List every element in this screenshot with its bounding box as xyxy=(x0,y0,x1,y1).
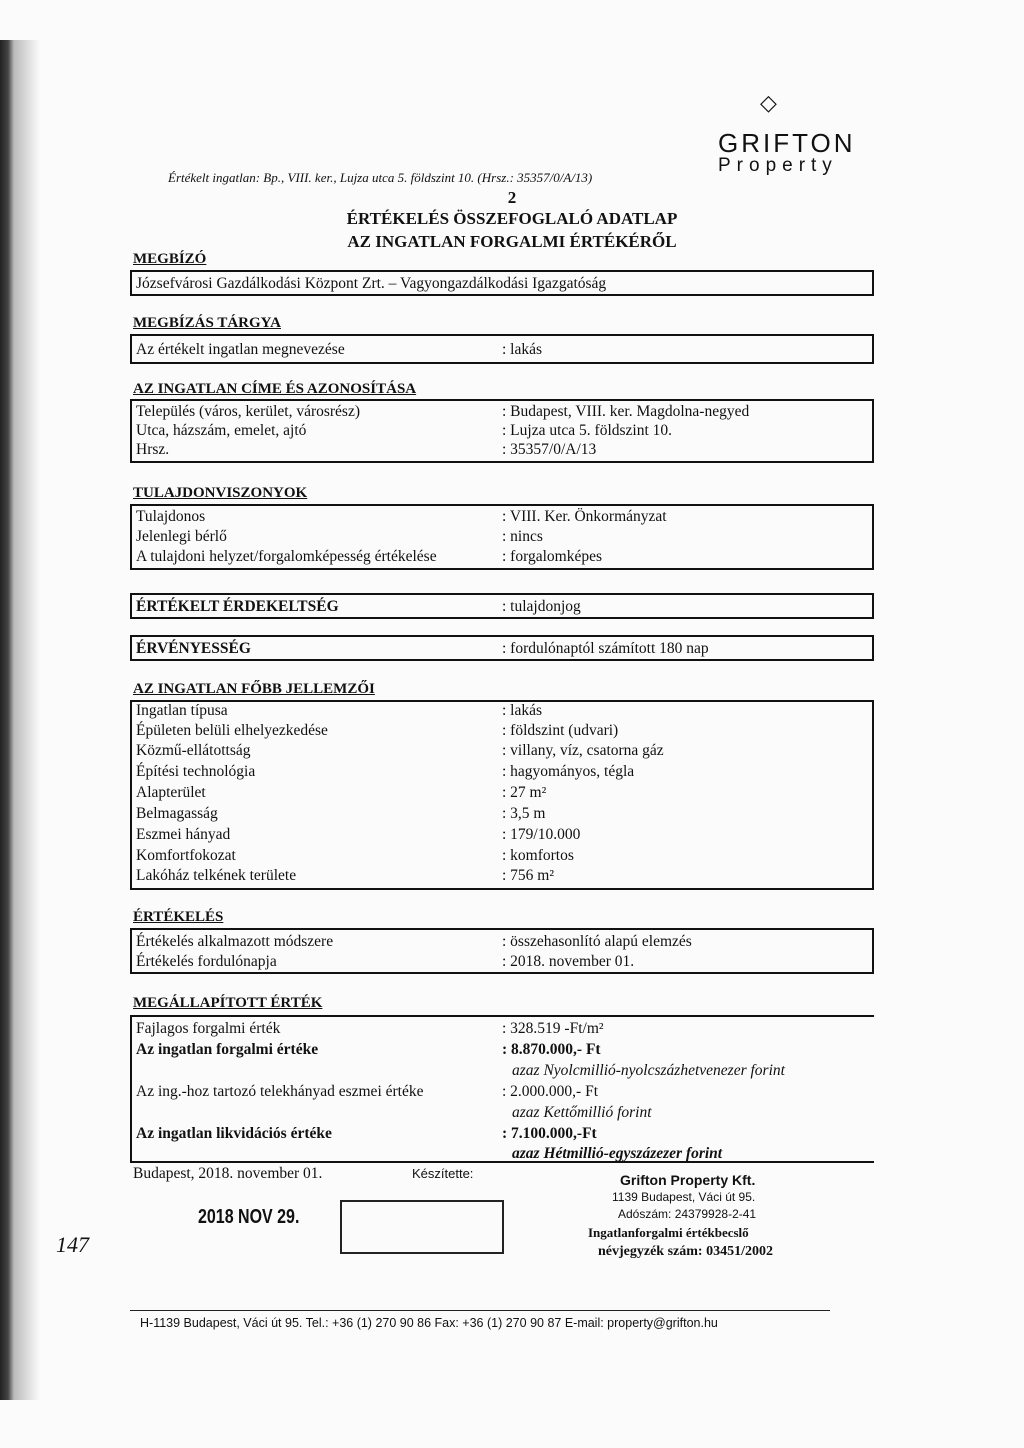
date-stamp: 2018 NOV 29. xyxy=(198,1206,300,1228)
logo-brand: GRIFTON xyxy=(718,128,856,158)
feature-label: Épületen belüli elhelyezkedése xyxy=(136,722,328,739)
interest-box xyxy=(130,593,874,619)
signature-tax: Adószám: 24379928-2-41 xyxy=(618,1207,757,1221)
feature-label: Ingatlan típusa xyxy=(136,702,228,719)
interest-label: ÉRTÉKELT ÉRDEKELTSÉG xyxy=(136,598,339,615)
feature-value: : 27 m² xyxy=(502,784,547,801)
address-label-lot: Hrsz. xyxy=(136,441,170,458)
address-value-city: : Budapest, VIII. ker. Magdolna-negyed xyxy=(502,403,750,420)
subject-label: Az értékelt ingatlan megnevezése xyxy=(136,341,345,358)
tenant-label: Jelenlegi bérlő xyxy=(136,528,227,545)
section-heading-client: MEGBÍZÓ xyxy=(133,251,207,267)
tenant-value: : nincs xyxy=(502,528,543,545)
validity-label: ÉRVÉNYESSÉG xyxy=(136,640,251,657)
unit-value-label: Fajlagos forgalmi érték xyxy=(136,1020,281,1037)
footer-contact: H-1139 Budapest, Váci út 95. Tel.: +36 (1) 270 90 86 Fax: +36 (1) 270 90 87 E-mail: property@grifton.hu xyxy=(140,1316,718,1330)
method-label: Értékelés alkalmazott módszere xyxy=(136,933,334,950)
address-value-street: : Lujza utca 5. földszint 10. xyxy=(502,422,673,439)
section-heading-features: AZ INGATLAN FŐBB JELLEMZŐI xyxy=(133,681,375,697)
subject-box xyxy=(130,334,874,364)
office-stamp xyxy=(340,1200,504,1254)
feature-value: : 179/10.000 xyxy=(502,826,581,843)
method-value: : összehasonlító alapú elemzés xyxy=(502,933,692,950)
marketability-label: A tulajdoni helyzet/forgalomképesség értékelése xyxy=(136,548,437,565)
date-label: Értékelés fordulónapja xyxy=(136,953,277,970)
feature-label: Építési technológia xyxy=(136,763,256,780)
footer-divider xyxy=(130,1310,830,1311)
feature-label: Alapterület xyxy=(136,784,206,801)
client-name: Józsefvárosi Gazdálkodási Központ Zrt. – Vagyongazdálkodási Igazgatóság xyxy=(136,275,607,292)
signature-company: Grifton Property Kft. xyxy=(620,1172,756,1188)
marketability-value: : forgalomképes xyxy=(502,548,603,565)
section-heading-value: MEGÁLLAPÍTOTT ÉRTÉK xyxy=(133,995,323,1011)
liquidation-value-words: azaz Hétmillió-egyszázezer forint xyxy=(512,1145,723,1162)
reference-line: Értékelt ingatlan: Bp., VIII. ker., Lujza utca 5. földszint 10. (Hrsz.: 35357/0/A/13) xyxy=(168,170,593,185)
logo-mark-icon: ◇ xyxy=(760,90,777,115)
page-title-1: ÉRTÉKELÉS ÖSSZEFOGLALÓ ADATLAP xyxy=(346,209,678,228)
address-label-street: Utca, házszám, emelet, ajtó xyxy=(136,422,307,439)
logo-sub: Property xyxy=(718,155,838,176)
feature-value: : komfortos xyxy=(502,847,574,864)
page-number: 2 xyxy=(507,188,517,207)
feature-label: Közmű-ellátottság xyxy=(136,742,251,759)
feature-label: Komfortfokozat xyxy=(136,847,236,864)
signature-role: Ingatlanforgalmi értékbecslő xyxy=(588,1225,749,1240)
section-heading-address: AZ INGATLAN CÍME ÉS AZONOSÍTÁSA xyxy=(133,381,417,397)
feature-label: Belmagasság xyxy=(136,805,218,822)
section-heading-valuation: ÉRTÉKELÉS xyxy=(133,909,224,925)
validity-value: : fordulónaptól számított 180 nap xyxy=(502,640,709,657)
ownership-box xyxy=(130,504,874,570)
place-date: Budapest, 2018. november 01. xyxy=(133,1165,323,1182)
market-value-words: azaz Nyolcmillió-nyolcszázhetvenezer forint xyxy=(512,1062,785,1079)
address-label-city: Település (város, kerület, városrész) xyxy=(136,403,361,420)
signature-address: 1139 Budapest, Váci út 95. xyxy=(612,1190,756,1204)
land-value-label: Az ing.-hoz tartozó telekhányad eszmei értéke xyxy=(136,1083,424,1100)
page-title-2: AZ INGATLAN FORGALMI ÉRTÉKÉRŐL xyxy=(347,232,677,251)
feature-label: Eszmei hányad xyxy=(136,826,231,843)
unit-value: : 328.519 -Ft/m² xyxy=(502,1020,604,1037)
prepared-by-label: Készítette: xyxy=(412,1166,474,1181)
valuation-box xyxy=(130,928,874,974)
margin-note: 147 xyxy=(56,1232,89,1257)
features-box xyxy=(130,700,874,890)
value-box xyxy=(130,1015,874,1163)
owner-label: Tulajdonos xyxy=(136,508,206,525)
feature-value: : lakás xyxy=(502,702,543,719)
feature-value: : 756 m² xyxy=(502,867,555,884)
company-logo xyxy=(718,90,856,177)
market-value-label: Az ingatlan forgalmi értéke xyxy=(136,1041,319,1058)
owner-value: : VIII. Ker. Önkormányzat xyxy=(502,508,667,525)
land-value: : 2.000.000,- Ft xyxy=(502,1083,599,1100)
feature-value: : földszint (udvari) xyxy=(502,722,619,739)
address-box xyxy=(130,399,874,463)
market-value: : 8.870.000,- Ft xyxy=(502,1041,601,1058)
subject-value: : lakás xyxy=(502,341,543,358)
section-heading-ownership: TULAJDONVISZONYOK xyxy=(133,485,308,501)
validity-box xyxy=(130,635,874,661)
feature-value: : hagyományos, tégla xyxy=(502,763,635,780)
section-heading-subject: MEGBÍZÁS TÁRGYA xyxy=(133,315,281,331)
liquidation-value-label: Az ingatlan likvidációs értéke xyxy=(136,1125,332,1142)
feature-value: : 3,5 m xyxy=(502,805,546,822)
land-value-words: azaz Kettőmillió forint xyxy=(512,1104,652,1121)
interest-value: : tulajdonjog xyxy=(502,598,581,615)
signature-reg: névjegyzék szám: 03451/2002 xyxy=(598,1244,773,1259)
liquidation-value: : 7.100.000,-Ft xyxy=(502,1125,597,1142)
client-box xyxy=(130,270,874,296)
feature-value: : villany, víz, csatorna gáz xyxy=(502,742,664,759)
address-value-lot: : 35357/0/A/13 xyxy=(502,441,597,458)
date-value: : 2018. november 01. xyxy=(502,953,635,970)
feature-label: Lakóház telkének területe xyxy=(136,867,297,884)
